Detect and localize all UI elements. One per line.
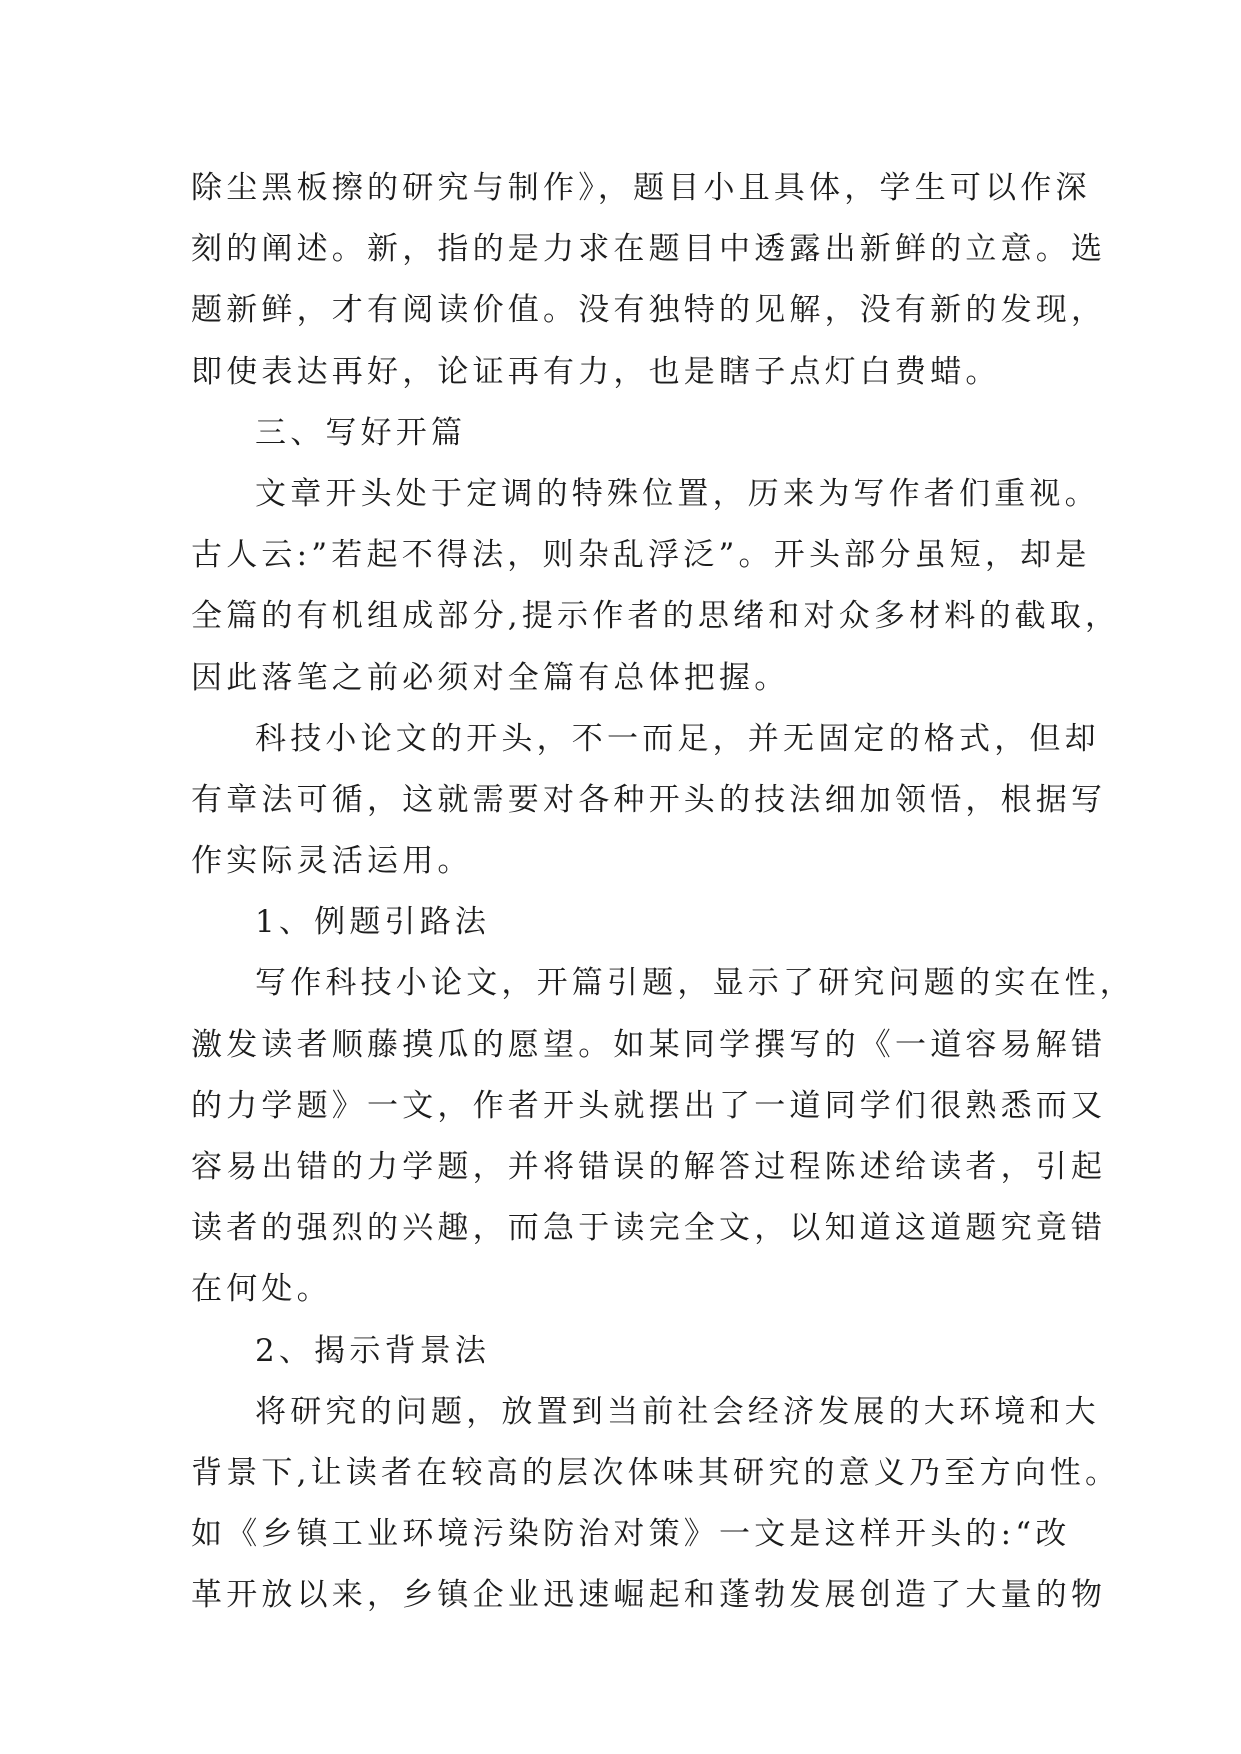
text-line: 作实际灵活运用。 [191, 843, 473, 880]
text-line: 即使表达再好，论证再有力，也是瞎子点灯白费蜡。 [191, 353, 1001, 390]
paragraph-first-line: 文章开头处于定调的特殊位置，历来为写作者们重视。 [255, 475, 1100, 512]
paragraph-first-line: 将研究的问题，放置到当前社会经济发展的大环境和大 [255, 1393, 1100, 1430]
text-line: 题新鲜，才有阅读价值。没有独特的见解，没有新的发现， [191, 292, 1107, 329]
text-line: 有章法可循，这就需要对各种开头的技法细加领悟，根据写 [191, 781, 1107, 818]
paragraph-first-line: 科技小论文的开头，不一而足，并无固定的格式，但却 [255, 720, 1100, 757]
text-line: 容易出错的力学题，并将错误的解答过程陈述给读者，引起 [191, 1149, 1107, 1185]
text-line: 因此落笔之前必须对全篇有总体把握。 [191, 659, 790, 696]
text-line: 刻的阐述。新，指的是力求在题目中透露出新鲜的立意。选 [191, 231, 1107, 268]
paragraph-first-line: 2、揭示背景法 [255, 1332, 491, 1369]
paragraph-first-line: 写作科技小论文，开篇引题，显示了研究问题的实在性， [255, 965, 1135, 1002]
text-line: 除尘黑板擦的研究与制作》，题目小且具体，学生可以作深 [191, 170, 1091, 206]
text-line: 如《乡镇工业环境污染防治对策》一文是这样开头的:“改 [191, 1516, 1071, 1553]
text-line: 古人云:”若起不得法，则杂乱浮泛”。开头部分虽短，却是 [191, 537, 1091, 574]
text-line: 激发读者顺藤摸瓜的愿望。如某同学撰写的《一道容易解错 [191, 1026, 1107, 1063]
document-body [191, 158, 1135, 1627]
paragraph-first-line: 三、写好开篇 [255, 414, 467, 451]
text-line: 在何处。 [191, 1271, 332, 1308]
text-line: 背景下,让读者在较高的层次体味其研究的意义乃至方向性。 [191, 1454, 1121, 1491]
text-line: 读者的强烈的兴趣，而急于读完全文，以知道这道题究竟错 [191, 1210, 1107, 1247]
text-line: 革开放以来，乡镇企业迅速崛起和蓬勃发展创造了大量的物 [191, 1577, 1107, 1614]
text-line: 的力学题》一文，作者开头就摆出了一道同学们很熟悉而又 [191, 1087, 1107, 1124]
paragraph-first-line: 1、例题引路法 [255, 904, 491, 941]
text-line: 全篇的有机组成部分,提示作者的思绪和对众多材料的截取， [191, 598, 1121, 635]
